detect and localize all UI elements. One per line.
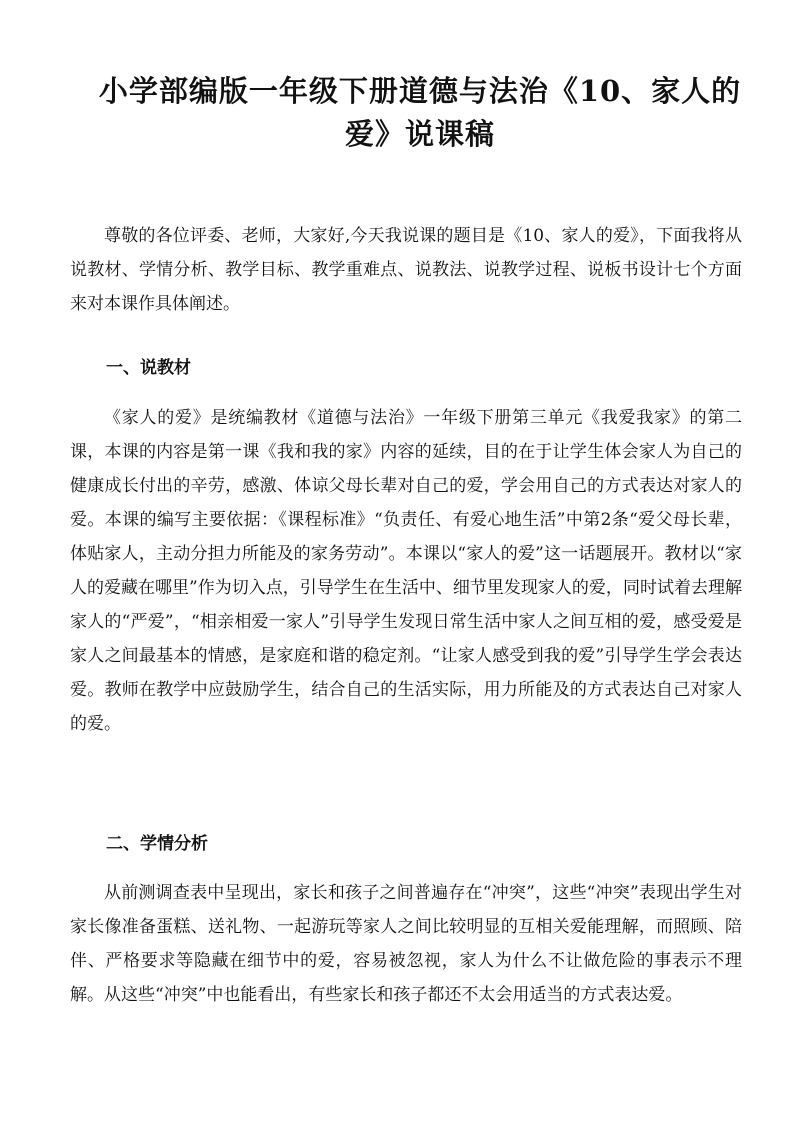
intro-paragraph: 尊敬的各位评委、老师，大家好,今天我说课的题目是《10、家人的爱》，下面我将从说教材、学情分析、教学目标、教学重难点、说教法、说教学过程、说板书设计七个方面来对本课作具体阐述。: [70, 226, 742, 314]
section-paragraph-student-analysis: 从前测调查表中呈现出，家长和孩子之间普遍存在“冲突”，这些“冲突”表现出学生对家长像准备蛋糕、送礼物、一起游玩等家人之间比较明显的互相关爱能理解，而照顾、陪伴、严格要求等隐藏在细节中的爱，容易被忽视，家人为什么不让做危险的事表示不理解。从这些“冲突”中也能看出，有些家长和孩子都还不太会用适当的方式表达爱。: [70, 883, 742, 1005]
section-heading-teaching-material: 一、说教材: [106, 358, 191, 378]
section-heading-student-analysis: 二、学情分析: [106, 834, 208, 854]
document-title: 小学部编版一年级下册道德与法治《10、家人的爱》说课稿: [98, 74, 742, 151]
section-paragraph-teaching-material: 《家人的爱》是统编教材《道德与法治》一年级下册第三单元《我爱我家》的第二课，本课的内容是第一课《我和我的家》内容的延续，目的在于让学生体会家人为自己的健康成长付出的辛劳，感激、体谅父母长辈对自己的爱，学会用自己的方式表达对家人的爱。本课的编写主要依据：《课程标准》“负责任、有爱心地生活”中第2条“爱父母长辈，体贴家人，主动分担力所能及的家务劳动”。本课以“家人的爱”这一话题展开。教材以“家人的爱藏在哪里”作为切入点，引导学生在生活中、细节里发现家人的爱，同时试着去理解家人的“严爱”，“相亲相爱一家人”引导学生发现日常生活中家人之间互相的爱，感受爱是家人之间最基本的情感，是家庭和谐的稳定剂。“让家人感受到我的爱”引导学生学会表达爱。教师在教学中应鼓励学生，结合自己的生活实际，用力所能及的方式表达自己对家人的爱。: [70, 408, 742, 734]
